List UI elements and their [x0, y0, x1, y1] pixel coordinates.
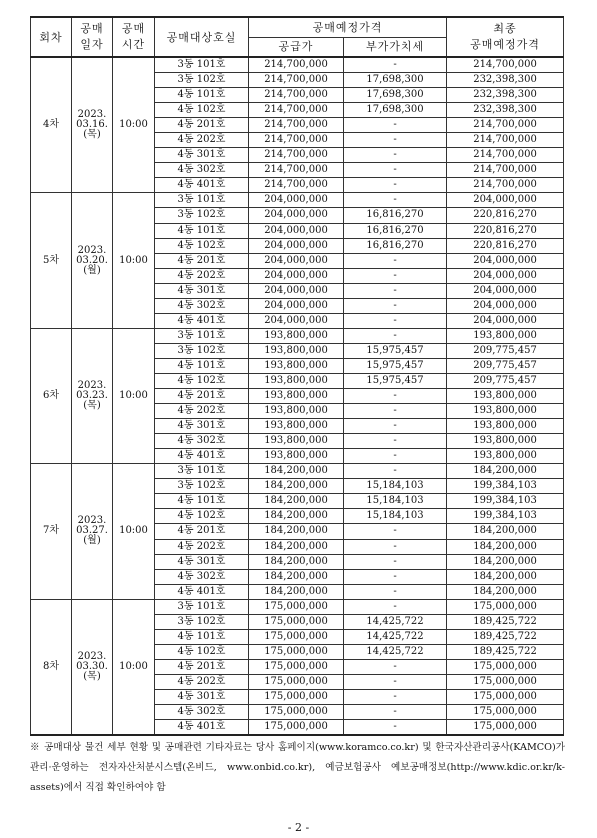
vat-cell: - [344, 659, 447, 674]
final-price-cell: 220,816,270 [447, 223, 564, 238]
vat-cell: 17,698,300 [344, 103, 447, 118]
final-price-cell: 184,200,000 [447, 584, 564, 599]
round-cell: 5차 [31, 193, 72, 328]
final-price-cell: 193,800,000 [447, 434, 564, 449]
final-price-cell: 214,700,000 [447, 133, 564, 148]
supply-price-cell: 193,800,000 [249, 404, 344, 419]
supply-price-cell: 204,000,000 [249, 238, 344, 253]
auction-date-cell [72, 193, 113, 328]
auction-time-cell: 10:00 [113, 328, 155, 463]
unit-cell: 4동 301호 [155, 689, 249, 704]
unit-cell: 4동 301호 [155, 554, 249, 569]
auction-date-cell [72, 599, 113, 735]
supply-price-cell: 214,700,000 [249, 103, 344, 118]
final-price-cell: 209,775,457 [447, 343, 564, 358]
final-price-cell: 175,000,000 [447, 689, 564, 704]
supply-price-cell: 214,700,000 [249, 163, 344, 178]
unit-cell: 4동 401호 [155, 313, 249, 328]
unit-cell: 4동 202호 [155, 674, 249, 689]
auction-date-cell [72, 328, 113, 463]
unit-cell: 4동 102호 [155, 644, 249, 659]
auction-date-line: 03.27. [76, 525, 108, 537]
final-price-cell: 193,800,000 [447, 419, 564, 434]
final-price-cell: 184,200,000 [447, 464, 564, 479]
supply-price-cell: 184,200,000 [249, 569, 344, 584]
unit-cell: 4동 202호 [155, 539, 249, 554]
vat-cell: 14,425,722 [344, 644, 447, 659]
auction-date-line: 03.20. [76, 254, 108, 266]
final-price-cell: 214,700,000 [447, 118, 564, 133]
header-round: 회차 [31, 17, 72, 57]
supply-price-cell: 204,000,000 [249, 193, 344, 208]
vat-cell: 16,816,270 [344, 238, 447, 253]
vat-cell: - [344, 404, 447, 419]
table-row [31, 328, 564, 343]
vat-cell: 15,975,457 [344, 343, 447, 358]
supply-price-cell: 184,200,000 [249, 539, 344, 554]
unit-cell: 4동 302호 [155, 569, 249, 584]
final-price-cell: 175,000,000 [447, 705, 564, 720]
vat-cell: 14,425,722 [344, 614, 447, 629]
unit-cell: 4동 202호 [155, 133, 249, 148]
supply-price-cell: 193,800,000 [249, 389, 344, 404]
vat-cell: - [344, 313, 447, 328]
unit-cell: 3동 102호 [155, 343, 249, 358]
final-price-cell: 214,700,000 [447, 178, 564, 193]
vat-cell: - [344, 720, 447, 736]
table-row [31, 464, 564, 479]
auction-date-line: 2023. [77, 244, 107, 256]
unit-cell: 3동 101호 [155, 328, 249, 343]
vat-cell: - [344, 419, 447, 434]
auction-date-line: (월) [83, 535, 101, 547]
final-price-cell: 175,000,000 [447, 720, 564, 736]
vat-cell: 15,184,103 [344, 494, 447, 509]
final-price-cell: 175,000,000 [447, 674, 564, 689]
unit-cell: 4동 301호 [155, 148, 249, 163]
vat-cell: - [344, 283, 447, 298]
vat-cell: - [344, 328, 447, 343]
vat-cell: - [344, 705, 447, 720]
unit-cell: 4동 201호 [155, 389, 249, 404]
unit-cell: 4동 401호 [155, 720, 249, 736]
supply-price-cell: 214,700,000 [249, 73, 344, 88]
header-line: 공매예정가격 [470, 38, 540, 51]
supply-price-cell: 175,000,000 [249, 599, 344, 614]
auction-date-line: (목) [83, 670, 101, 682]
final-price-cell: 199,384,103 [447, 479, 564, 494]
supply-price-cell: 193,800,000 [249, 373, 344, 388]
header-date [72, 17, 113, 57]
vat-cell: - [344, 539, 447, 554]
unit-cell: 3동 102호 [155, 73, 249, 88]
auction-date-line: 2023. [77, 109, 107, 121]
final-price-cell: 184,200,000 [447, 539, 564, 554]
table-header [31, 17, 564, 57]
header-line: 일자 [80, 38, 104, 51]
supply-price-cell: 175,000,000 [249, 644, 344, 659]
unit-cell: 4동 101호 [155, 223, 249, 238]
final-price-cell: 204,000,000 [447, 283, 564, 298]
unit-cell: 4동 101호 [155, 88, 249, 103]
unit-cell: 3동 101호 [155, 599, 249, 614]
table-row [31, 57, 564, 73]
unit-cell: 3동 101호 [155, 57, 249, 73]
vat-cell: - [344, 569, 447, 584]
vat-cell: - [344, 599, 447, 614]
supply-price-cell: 175,000,000 [249, 659, 344, 674]
final-price-cell: 193,800,000 [447, 328, 564, 343]
vat-cell: 15,184,103 [344, 509, 447, 524]
auction-date-cell [72, 57, 113, 193]
vat-cell: - [344, 449, 447, 464]
auction-date-cell [72, 464, 113, 599]
final-price-cell: 209,775,457 [447, 373, 564, 388]
header-final-price [447, 17, 564, 57]
round-cell: 6차 [31, 328, 72, 463]
final-price-cell: 175,000,000 [447, 659, 564, 674]
header-unit: 공매대상호실 [155, 17, 249, 57]
final-price-cell: 204,000,000 [447, 298, 564, 313]
header-line: 공매 [121, 21, 146, 35]
final-price-cell: 214,700,000 [447, 57, 564, 73]
unit-cell: 4동 302호 [155, 705, 249, 720]
vat-cell: - [344, 268, 447, 283]
auction-time-cell: 10:00 [113, 57, 155, 193]
supply-price-cell: 175,000,000 [249, 705, 344, 720]
final-price-cell: 204,000,000 [447, 253, 564, 268]
header-line: 시간 [121, 38, 146, 51]
vat-cell: - [344, 298, 447, 313]
final-price-cell: 193,800,000 [447, 389, 564, 404]
final-price-cell: 189,425,722 [447, 629, 564, 644]
vat-cell: - [344, 148, 447, 163]
unit-cell: 4동 301호 [155, 283, 249, 298]
unit-cell: 4동 201호 [155, 524, 249, 539]
final-price-cell: 204,000,000 [447, 193, 564, 208]
page-number: - 2 - [287, 821, 310, 834]
vat-cell: - [344, 689, 447, 704]
vat-cell: - [344, 57, 447, 73]
vat-cell: - [344, 118, 447, 133]
footnote: ※ 공매대상 물건 세부 현황 및 공매관련 기타자료는 당사 홈페이지(www.koramco.co.kr) 및 한국자산관리공사(KAMCO)가 관리·운영하는 전자자산처분시스템(온비드, www.onbid.co.kr), 예금보험공사 예보공매정보(http://www.kdic.or.kr/k-assets)에서 직접 확인하여야 함 [30, 742, 565, 793]
header-line: 공매 [80, 21, 104, 35]
unit-cell: 4동 201호 [155, 118, 249, 133]
unit-cell: 4동 302호 [155, 434, 249, 449]
final-price-cell: 189,425,722 [447, 644, 564, 659]
unit-cell: 4동 102호 [155, 238, 249, 253]
final-price-cell: 204,000,000 [447, 268, 564, 283]
unit-cell: 4동 102호 [155, 103, 249, 118]
supply-price-cell: 204,000,000 [249, 298, 344, 313]
vat-cell: - [344, 133, 447, 148]
final-price-cell: 232,398,300 [447, 88, 564, 103]
final-price-cell: 214,700,000 [447, 148, 564, 163]
final-price-cell: 175,000,000 [447, 599, 564, 614]
supply-price-cell: 204,000,000 [249, 223, 344, 238]
vat-cell: - [344, 389, 447, 404]
auction-date-line: (목) [83, 129, 101, 141]
unit-cell: 4동 102호 [155, 509, 249, 524]
vat-cell: 15,184,103 [344, 479, 447, 494]
final-price-cell: 214,700,000 [447, 163, 564, 178]
supply-price-cell: 193,800,000 [249, 343, 344, 358]
vat-cell: 16,816,270 [344, 223, 447, 238]
unit-cell: 3동 102호 [155, 614, 249, 629]
unit-cell: 4동 302호 [155, 298, 249, 313]
header-line: 최종 [493, 21, 517, 35]
auction-time-cell: 10:00 [113, 193, 155, 328]
vat-cell: 17,698,300 [344, 73, 447, 88]
final-price-cell: 232,398,300 [447, 103, 564, 118]
auction-time-cell: 10:00 [113, 599, 155, 735]
final-price-cell: 220,816,270 [447, 238, 564, 253]
supply-price-cell: 204,000,000 [249, 208, 344, 223]
vat-cell: - [344, 554, 447, 569]
unit-cell: 4동 201호 [155, 659, 249, 674]
final-price-cell: 189,425,722 [447, 614, 564, 629]
round-cell: 7차 [31, 464, 72, 599]
unit-cell: 4동 401호 [155, 178, 249, 193]
unit-cell: 3동 102호 [155, 479, 249, 494]
supply-price-cell: 175,000,000 [249, 614, 344, 629]
unit-cell: 4동 401호 [155, 584, 249, 599]
supply-price-cell: 214,700,000 [249, 118, 344, 133]
unit-cell: 4동 302호 [155, 163, 249, 178]
supply-price-cell: 184,200,000 [249, 509, 344, 524]
unit-cell: 4동 202호 [155, 404, 249, 419]
supply-price-cell: 193,800,000 [249, 419, 344, 434]
auction-date-line: 2023. [77, 650, 107, 662]
round-cell: 8차 [31, 599, 72, 735]
round-cell: 4차 [31, 57, 72, 193]
supply-price-cell: 175,000,000 [249, 674, 344, 689]
vat-cell: - [344, 464, 447, 479]
supply-price-cell: 214,700,000 [249, 148, 344, 163]
auction-date-line: (월) [83, 264, 101, 276]
supply-price-cell: 204,000,000 [249, 268, 344, 283]
auction-date-line: 03.16. [76, 119, 108, 131]
vat-cell: 17,698,300 [344, 88, 447, 103]
supply-price-cell: 184,200,000 [249, 494, 344, 509]
final-price-cell: 209,775,457 [447, 358, 564, 373]
supply-price-cell: 193,800,000 [249, 358, 344, 373]
unit-cell: 4동 101호 [155, 358, 249, 373]
vat-cell: 15,975,457 [344, 358, 447, 373]
final-price-cell: 184,200,000 [447, 524, 564, 539]
final-price-cell: 232,398,300 [447, 73, 564, 88]
supply-price-cell: 184,200,000 [249, 554, 344, 569]
vat-cell: - [344, 193, 447, 208]
auction-date-line: 03.23. [76, 390, 108, 402]
final-price-cell: 199,384,103 [447, 509, 564, 524]
header-supply: 공급가 [249, 37, 344, 57]
supply-price-cell: 184,200,000 [249, 584, 344, 599]
vat-cell: - [344, 163, 447, 178]
unit-cell: 4동 401호 [155, 449, 249, 464]
supply-price-cell: 184,200,000 [249, 524, 344, 539]
supply-price-cell: 193,800,000 [249, 434, 344, 449]
supply-price-cell: 214,700,000 [249, 57, 344, 73]
unit-cell: 4동 201호 [155, 253, 249, 268]
vat-cell: - [344, 178, 447, 193]
table-row [31, 193, 564, 208]
unit-cell: 3동 102호 [155, 208, 249, 223]
header-planned-price: 공매예정가격 [249, 17, 447, 37]
supply-price-cell: 175,000,000 [249, 689, 344, 704]
supply-price-cell: 175,000,000 [249, 720, 344, 736]
auction-date-line: 2023. [77, 380, 107, 392]
supply-price-cell: 204,000,000 [249, 253, 344, 268]
supply-price-cell: 184,200,000 [249, 479, 344, 494]
unit-cell: 4동 202호 [155, 268, 249, 283]
final-price-cell: 184,200,000 [447, 569, 564, 584]
table-body [31, 57, 564, 735]
final-price-cell: 204,000,000 [447, 313, 564, 328]
vat-cell: - [344, 674, 447, 689]
supply-price-cell: 204,000,000 [249, 313, 344, 328]
final-price-cell: 220,816,270 [447, 208, 564, 223]
vat-cell: - [344, 584, 447, 599]
supply-price-cell: 204,000,000 [249, 283, 344, 298]
vat-cell: 16,816,270 [344, 208, 447, 223]
final-price-cell: 199,384,103 [447, 494, 564, 509]
supply-price-cell: 193,800,000 [249, 449, 344, 464]
final-price-cell: 184,200,000 [447, 554, 564, 569]
supply-price-cell: 184,200,000 [249, 464, 344, 479]
supply-price-cell: 214,700,000 [249, 178, 344, 193]
vat-cell: - [344, 434, 447, 449]
auction-date-line: 2023. [77, 515, 107, 527]
unit-cell: 4동 101호 [155, 494, 249, 509]
vat-cell: - [344, 524, 447, 539]
vat-cell: 15,975,457 [344, 373, 447, 388]
supply-price-cell: 193,800,000 [249, 328, 344, 343]
unit-cell: 3동 101호 [155, 464, 249, 479]
unit-cell: 4동 301호 [155, 419, 249, 434]
auction-date-line: (목) [83, 400, 101, 412]
unit-cell: 3동 101호 [155, 193, 249, 208]
final-price-cell: 193,800,000 [447, 404, 564, 419]
supply-price-cell: 214,700,000 [249, 88, 344, 103]
auction-date-line: 03.30. [76, 660, 108, 672]
unit-cell: 4동 101호 [155, 629, 249, 644]
unit-cell: 4동 102호 [155, 373, 249, 388]
auction-schedule-table [30, 16, 564, 736]
table-row [31, 599, 564, 614]
header-time [113, 17, 155, 57]
supply-price-cell: 175,000,000 [249, 629, 344, 644]
vat-cell: - [344, 253, 447, 268]
final-price-cell: 193,800,000 [447, 449, 564, 464]
header-vat: 부가가치세 [344, 37, 447, 57]
vat-cell: 14,425,722 [344, 629, 447, 644]
auction-time-cell: 10:00 [113, 464, 155, 599]
supply-price-cell: 214,700,000 [249, 133, 344, 148]
